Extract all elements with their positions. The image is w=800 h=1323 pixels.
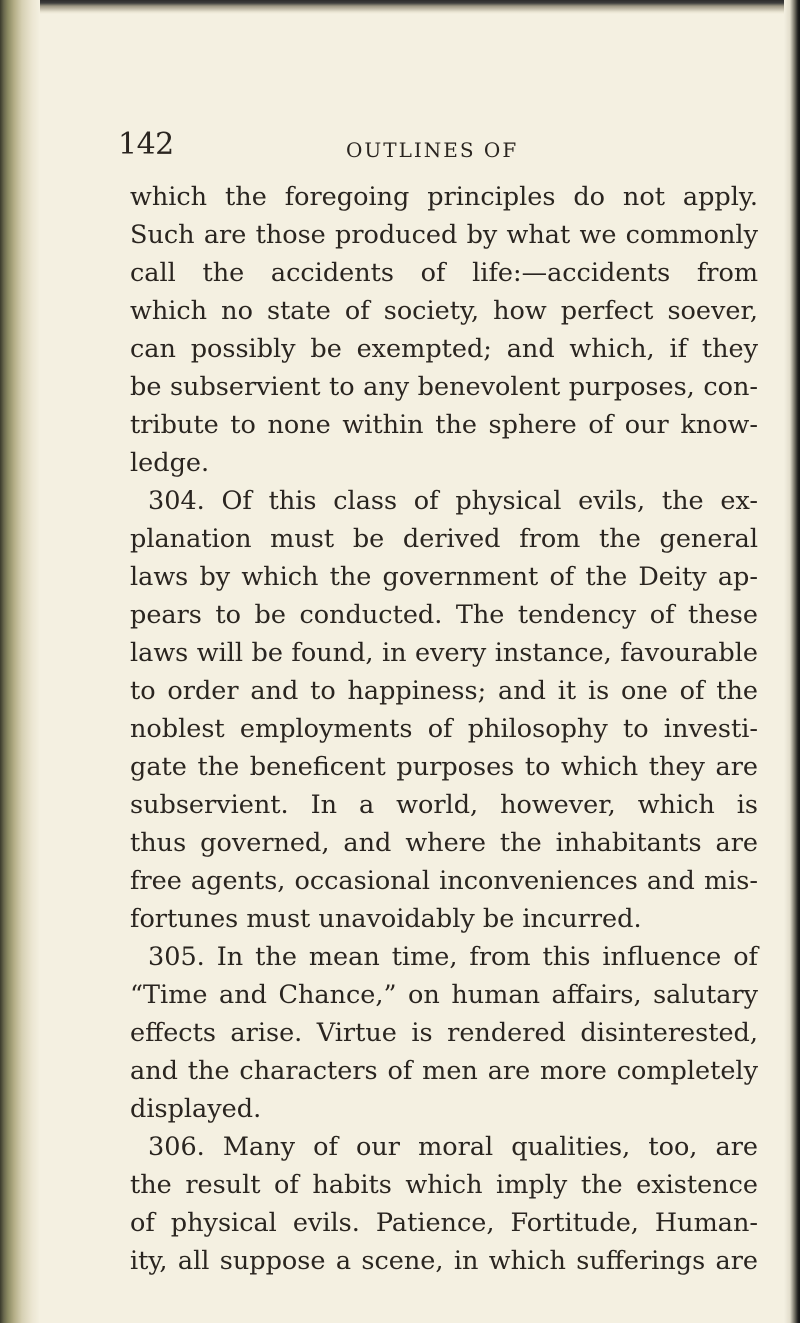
text-line: of physical evils. Patience, Fortitude, Human- [130,1208,758,1238]
running-head: OUTLINES OF [346,138,519,162]
text-line: 304. Of this class of physical evils, the ex- [148,486,758,516]
text-line: can possibly be exempted; and which, if they [130,334,758,364]
page-binding-edge [0,0,40,1323]
body-text [130,178,758,1280]
text-line: laws by which the government of the Deity ap- [130,562,758,592]
page-header [118,128,758,168]
page-right-edge [784,0,800,1323]
text-line: ity, all suppose a scene, in which sufferings are [130,1246,758,1276]
text-line: subservient. In a world, however, which is [130,790,758,820]
text-line: thus governed, and where the inhabitants are [130,828,758,858]
text-line: pears to be conducted. The tendency of these [130,600,758,630]
text-line: 306. Many of our moral qualities, too, are [148,1132,758,1162]
text-line: fortunes must unavoidably be incurred. [130,904,642,934]
text-line: noblest employments of philosophy to investi- [130,714,758,744]
text-line: ledge. [130,448,210,478]
page-number: 142 [118,127,174,162]
text-line: and the characters of men are more completely [130,1056,758,1086]
text-line: “Time and Chance,” on human affairs, salutary [130,980,758,1010]
text-line: displayed. [130,1094,262,1124]
text-line: gate the beneficent purposes to which they are [130,752,758,782]
text-line: 305. In the mean time, from this influence of [148,942,758,972]
text-line: call the accidents of life:—accidents from [130,258,758,288]
text-line: planation must be derived from the general [130,524,758,554]
text-line: effects arise. Virtue is rendered disinterested, [130,1018,758,1048]
text-line: tribute to none within the sphere of our know- [130,410,758,440]
page-top-shadow [0,0,800,14]
text-line: which no state of society, how perfect soever, [130,296,758,326]
text-line: which the foregoing principles do not apply. [130,182,758,212]
text-line: Such are those produced by what we commonly [130,220,758,250]
text-line: the result of habits which imply the existence [130,1170,758,1200]
text-line: laws will be found, in every instance, favourable [130,638,758,668]
text-line: to order and to happiness; and it is one of the [130,676,758,706]
text-line: free agents, occasional inconveniences and mis- [130,866,758,896]
text-line: be subservient to any benevolent purposes, con- [130,372,758,402]
